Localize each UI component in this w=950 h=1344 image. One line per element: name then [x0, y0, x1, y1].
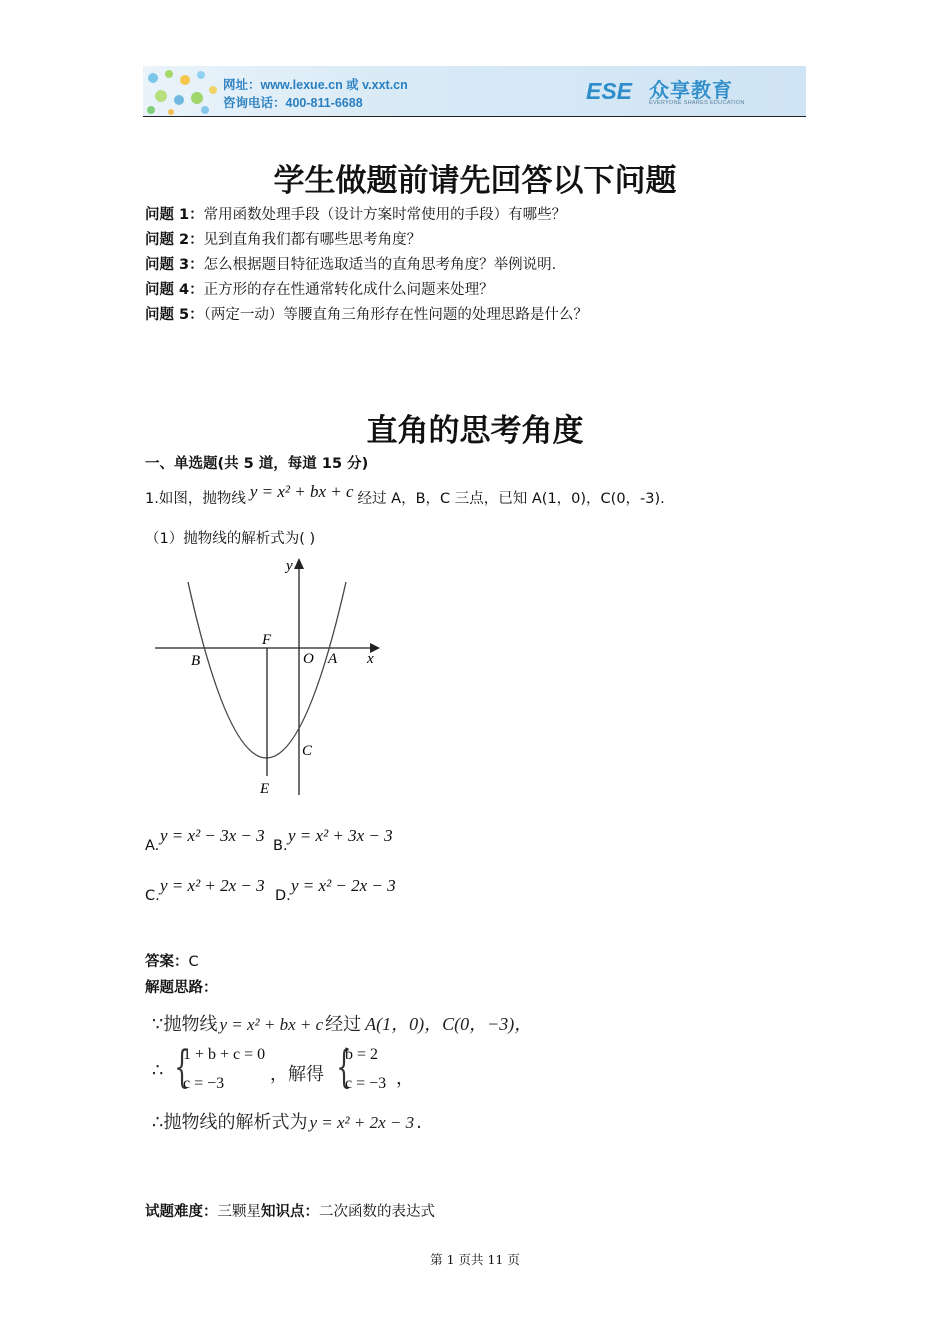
option-D-formula: y = x² − 2x − 3	[291, 876, 396, 895]
pre-section-title: 学生做题前请先回答以下问题	[273, 163, 677, 199]
option-A-formula: y = x² − 3x − 3	[160, 826, 265, 845]
brand-name: 众享教育	[649, 78, 733, 102]
y-axis-label: y	[286, 558, 293, 574]
system1-row1: 1 + b + c = 0	[183, 1046, 266, 1063]
system2-row1: b = 2	[345, 1046, 379, 1063]
system2-brace: {	[336, 1042, 352, 1093]
system1-brace: {	[174, 1042, 190, 1093]
question-4: 问题 4：正方形的存在性通常转化成什么问题来处理？	[145, 282, 494, 298]
solution-solved: ，解得	[270, 1064, 324, 1085]
problem-meta: 试题难度：三颗星知识点：二次函数的表达式	[145, 1204, 435, 1220]
system1-row2: c = −3	[183, 1075, 225, 1092]
system2-row2: c = −3	[345, 1075, 387, 1092]
problem-statement: 1.如图，抛物线 y = x² + bx + c 经过 A，B，C 三点，已知 A(1，0)，C(0，-3).	[145, 482, 665, 507]
label-E: E	[260, 781, 270, 797]
page-footer: 第 1 页共 11 页	[430, 1252, 520, 1267]
solution-line-3: ∴抛物线的解析式为 y = x² + 2x − 3 .	[152, 1112, 422, 1133]
brand-logo-icon	[586, 78, 646, 106]
solution-comma: ，	[396, 1068, 414, 1089]
label-F: F	[262, 632, 272, 648]
label-O: O	[303, 651, 314, 667]
header-website: 网址：www.lexue.cn 或 v.xxt.cn	[223, 78, 408, 92]
header-divider	[143, 116, 806, 117]
header-banner	[143, 66, 806, 116]
option-B-formula: y = x² + 3x − 3	[288, 826, 393, 845]
question-5: 问题 5：（两定一动）等腰直角三角形存在性问题的处理思路是什么？	[145, 307, 588, 323]
brand-slogan: EVERYONE SHARES EDUCATION	[649, 100, 745, 106]
solution-line-1: ∵抛物线 y = x² + bx + c 经过 A(1，0)，C(0，−3)，	[152, 1014, 533, 1035]
label-B: B	[191, 653, 201, 669]
label-C: C	[302, 743, 313, 759]
y-axis-arrow	[294, 558, 304, 569]
logo-letters: ESE	[586, 78, 633, 104]
subquestion: （1）抛物线的解析式为( )	[145, 531, 316, 547]
option-D[interactable]: D.	[275, 888, 291, 904]
option-B[interactable]: B.	[273, 838, 288, 854]
x-axis-label: x	[367, 651, 374, 667]
option-C-formula: y = x² + 2x − 3	[160, 876, 265, 895]
option-A[interactable]: A.	[145, 838, 160, 854]
label-A: A	[328, 651, 338, 667]
parabola-figure	[150, 550, 390, 800]
question-3: 问题 3：怎么根据题目特征选取适当的直角思考角度？举例说明.	[145, 257, 557, 273]
answer: 答案：C	[145, 954, 199, 970]
option-C[interactable]: C.	[145, 888, 160, 904]
problem-formula: y = x² + bx + c	[249, 482, 354, 501]
header-phone: 咨询电话：400-811-6688	[223, 96, 363, 110]
section-heading: 一、单选题(共 5 道，每道 15 分)	[145, 456, 369, 472]
question-2: 问题 2：见到直角我们都有哪些思考角度？	[145, 232, 422, 248]
main-section-title: 直角的思考角度	[366, 413, 584, 449]
solution-label: 解题思路：	[145, 980, 218, 996]
solution-therefore-2: ∴	[152, 1060, 164, 1081]
question-1: 问题 1：常用函数处理手段（设计方案时常使用的手段）有哪些？	[145, 207, 567, 223]
decorative-flowers-icon	[143, 66, 233, 116]
